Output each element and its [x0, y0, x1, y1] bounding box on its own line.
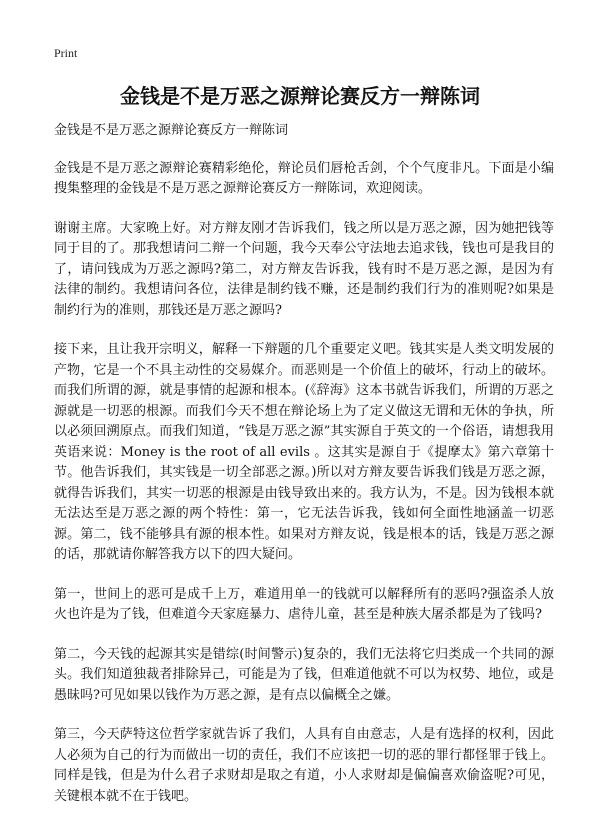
document-subtitle: 金钱是不是万恶之源辩论赛反方一辩陈词: [54, 123, 289, 138]
print-label: Print: [54, 46, 78, 60]
paragraph-point-one: 第一，世间上的恶可是成千上万，难道用单一的钱就可以解释所有的恶吗?强盗杀人放火也许是为了钱，但难道今天家庭暴力、虐待儿童，甚至是种族大屠杀都是为了钱吗?: [54, 586, 554, 622]
page-title: 金钱是不是万恶之源辩论赛反方一辩陈词: [120, 84, 480, 108]
document-body: [54, 121, 554, 826]
paragraph-opening: 谢谢主席。大家晚上好。对方辩友刚才告诉我们，钱之所以是万恶之源，因为她把钱等同于目的了。那我想请问二辩一个问题，我今天奉公守法地去追求钱，钱也可是我目的了，请问钱成为万恶之源吗?第二，对方辩友告诉我，钱有时不是万恶之源，是因为有法律的制约。我想请问各位，法律是制约钱不赚，还是制约我们行为的准则呢?如果是制约行为的准则，那钱还是万恶之源吗?: [54, 220, 554, 318]
paragraph-intro: 金钱是不是万恶之源辩论赛精彩绝伦，辩论员们唇枪舌剑，个个气度非凡。下面是小编搜集整理的金钱是不是万恶之源辩论赛反方一辩陈词，欢迎阅读。: [54, 160, 554, 196]
paragraph-definitions: 接下来，且让我开宗明义，解释一下辩题的几个重要定义吧。钱其实是人类文明发展的产物，它是一个不具主动性的交易媒介。而恶则是一个价值上的破坏，行动上的破坏。而我们所谓的源，就是事情的起源和根本。(《辞海》这本书就告诉我们，所谓的万恶之源就是一切恶的根源。而我们今天不想在辩论场上为了定义做这无谓和无休的争执，所以必须回溯原点。而我们知道，“钱是万恶之源”其实源自于英文的一个俗语，请想我用英语来说：Money is the root of all evils 。这其实是源自于《提摩太》第六章第十节。他告诉我们，其实钱是一切全部恶之源。)所以对方辩友要告诉我们钱是万恶之源，就得告诉我们，其实一切恶的根源是由钱导致出来的。我方认为，不是。因为钱根本就无法达至是万恶之源的两个特性：第一，它无法告诉我，钱如何全面性地涵盖一切恶源。第二，钱不能够具有源的根本性。如果对方辩友说，钱是根本的话，钱是万恶之源的话，那就请你解答我方以下的四大疑问。: [54, 342, 554, 562]
paragraph-point-three: 第三，今天萨特这位哲学家就告诉了我们，人具有自由意志，人是有选择的权利，因此人必须为自己的行为而做出一切的责任，我们不应该把一切的恶的罪行都怪罪于钱上。同样是钱，但是为什么君子求财却是取之有道，小人求财却是偏偏喜欢偷盗呢?可见，关键根本就不在于钱吧。: [54, 727, 554, 804]
paragraph-point-two: 第二，今天钱的起源其实是错综(时间警示)复杂的，我们无法将它归类成一个共同的源头。我们知道独裁者排除异己，可能是为了钱，但难道他就不可以为权势、地位，或是愚昧吗?可见如果以钱作为万恶之源，是有点以偏概全之嫌。: [54, 646, 554, 703]
